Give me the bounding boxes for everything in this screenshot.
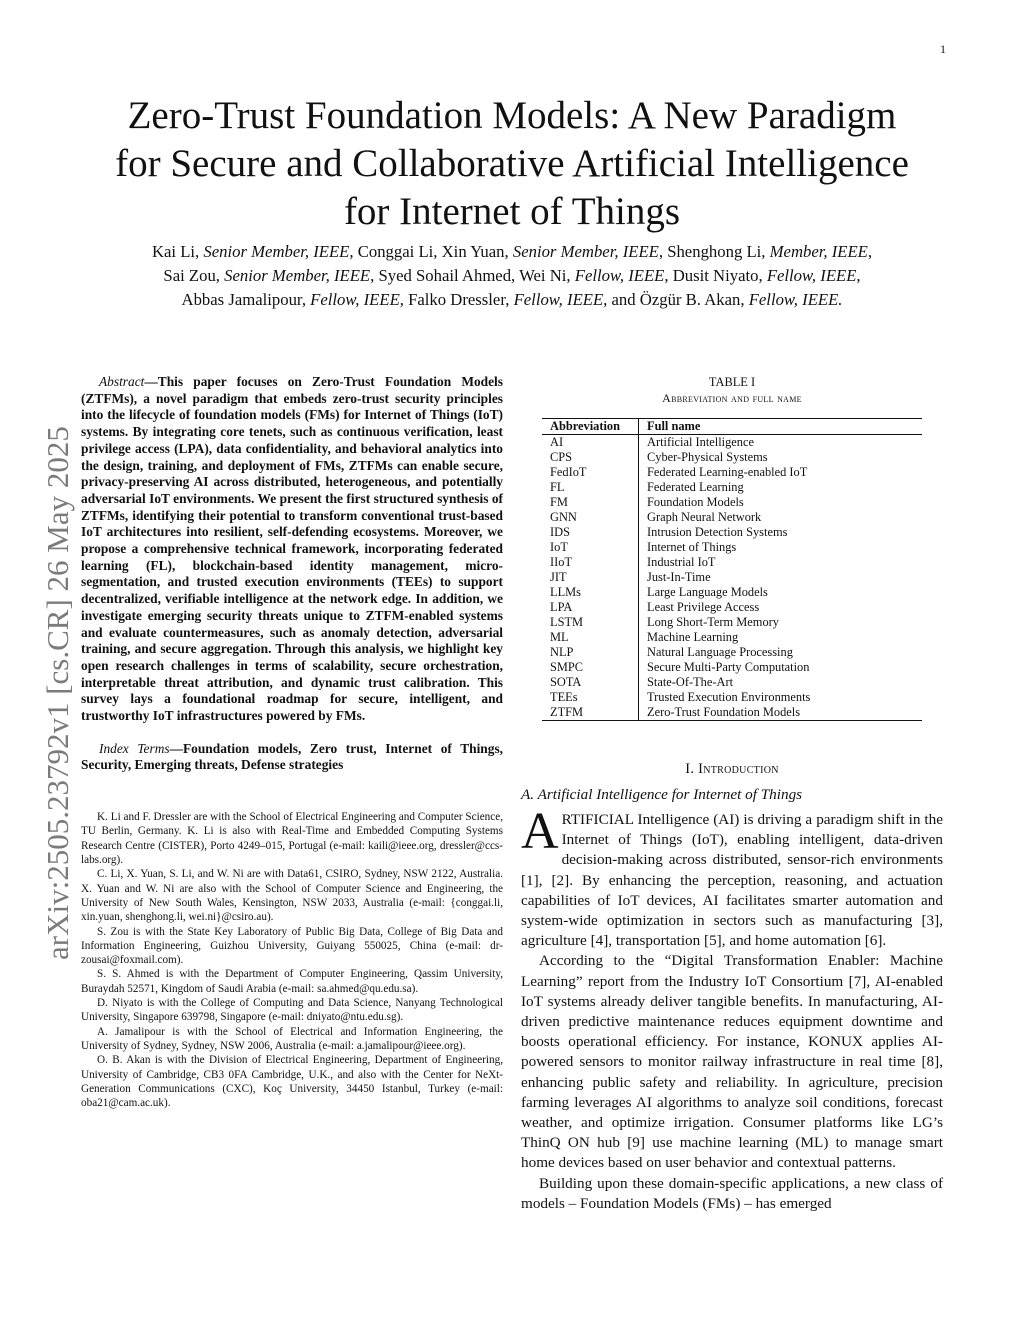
abbreviation-table [542,418,922,721]
author-name: , [856,266,861,285]
section-heading [521,761,943,778]
full-name-cell: Industrial IoT [647,555,716,569]
abbreviation-cell: JIT [542,570,639,585]
title-line: Zero-Trust Foundation Models: A New Paradigm [127,94,897,137]
abbreviation-cell: IDS [542,525,639,540]
abbreviation-cell: FL [542,480,639,495]
author-name: , [867,242,873,261]
abstract [81,374,503,725]
table-body [542,435,922,721]
intro-paragraph: According to the “Digital Transformation Enabler: Machine Learning” report from the Industry IoT Consortium [7], AI-enabled IoT systems already deliver tangible benefits. In manufacturing, AI-driven predictive maintenance reduces equipment downtime and boosts operational efficiency. For instance, KONUX applies AI-powered sensors to monitor railway infrastructure in real time [8], enhancing public safety and reliability. In agriculture, precision farming leverages AI algorithms to analyze soil conditions, forecast weather, and optimize irrigation. Consumer platforms like LG’s ThinQ ON hub [9] use machine learning (ML) to manage smart home devices based on user behavior and contextual patterns. [521,952,943,1172]
abbreviation-cell: SOTA [542,675,639,690]
author-name: , Syed Sohail Ahmed, Wei Ni, [370,266,575,285]
intro-paragraph [521,803,943,951]
author-role: Fellow, IEEE [574,266,665,285]
table-row [542,585,922,600]
right-column [521,374,943,1214]
abbreviation-cell: FedIoT [542,465,639,480]
author-role: Senior Member, IEEE [203,242,350,261]
footnote: S. Zou is with the State Key Laboratory of Public Big Data, College of Big Data and Information Engineering, Guizhou University, Guiyang 550025, China (e-mail: dr-zousai@foxmail.com). [81,925,503,967]
table-row [542,615,922,630]
author-line [70,240,954,264]
index-terms-label: Index Terms [99,740,170,756]
paper-title [70,92,954,236]
full-name-cell: Least Privilege Access [647,600,760,614]
affiliation-footnotes [81,810,503,1110]
table-row [542,690,922,705]
abstract-label: Abstract [99,374,145,389]
left-column [81,374,503,1110]
table-row [542,525,922,540]
abbreviation-cell: NLP [542,645,639,660]
full-name-cell: Artificial Intelligence [647,435,754,449]
abbreviation-cell: LSTM [542,615,639,630]
table-row [542,645,922,660]
author-role: Senior Member, IEEE [224,266,371,285]
table-row [542,600,922,615]
section-title: Introduction [698,761,779,777]
footnote: S. S. Ahmed is with the Department of Computer Engineering, Qassim University, Buraydah 52571, Kingdom of Saudi Arabia (e-mail: sa.ahmed@qu.edu.sa). [81,968,503,995]
table-row [542,495,922,510]
drop-cap: A [521,803,559,860]
abbreviation-cell: LPA [542,600,639,615]
table-row [542,435,922,451]
author-role: Member, IEEE [769,242,868,261]
author-line [70,288,954,312]
table-row [542,570,922,585]
full-name-cell: Cyber-Physical Systems [647,450,768,464]
author-role: Fellow, IEEE [766,266,857,285]
arxiv-identifier[interactable]: arXiv:2505.23792v1 [cs.CR] 26 May 2025 [40,426,75,960]
table-row [542,540,922,555]
page-number: 1 [940,42,946,56]
intro-paragraph: Building upon these domain-specific applications, a new class of models – Foundation Models (FMs) – has emerged [521,1174,943,1212]
full-name-cell: Graph Neural Network [647,510,762,524]
column-header: Abbreviation [542,419,639,435]
full-name-cell: Zero-Trust Foundation Models [647,705,801,719]
full-name-cell: Internet of Things [647,540,737,554]
title-line: for Secure and Collaborative Artificial Intelligence [115,142,909,185]
full-name-cell: Intrusion Detection Systems [647,525,788,539]
section-number: I. [685,761,695,777]
author-name: Abbas Jamalipour, [181,290,311,309]
full-name-cell: Long Short-Term Memory [647,615,779,629]
subsection-heading: A. Artificial Intelligence for Internet of Things [521,786,803,803]
author-line [70,264,954,288]
abbreviation-cell: IoT [542,540,639,555]
full-name-cell: Machine Learning [647,630,739,644]
table-row [542,630,922,645]
author-role: Fellow, IEEE. [748,290,843,309]
full-name-cell: Just-In-Time [647,570,711,584]
table-row [542,660,922,675]
author-name: Kai Li, [151,242,204,261]
table-header-row [542,419,922,435]
footnote: C. Li, X. Yuan, S. Li, and W. Ni are with Data61, CSIRO, Sydney, NSW 2122, Australia. X. Yuan and W. Ni are also with the School of Computer Science and Engineering, the University of New South Wales, Kensington, NSW 2033, Australia (e-mail: {conggai.li, xin.yuan, shenghong.li, wei.ni}@csiro.au). [81,868,503,924]
footnote: K. Li and F. Dressler are with the School of Electrical Engineering and Computer Science, TU Berlin, Germany. K. Li is also with Real-Time and Embedded Computing Systems Research Centre (CISTER), Porto 4249–015, Portugal (e-mail: kaili@ieee.org, dressler@ccs-labs.org). [81,811,503,867]
abbreviation-cell: AI [542,435,639,451]
abbreviation-cell: ZTFM [542,705,639,721]
table-row [542,705,922,721]
abbreviation-cell: CPS [542,450,639,465]
table-row [542,465,922,480]
author-role: Fellow, IEEE [513,290,604,309]
author-name: , Falko Dressler, [399,290,514,309]
table-row [542,480,922,495]
table-row [542,450,922,465]
table-row [542,555,922,570]
abbreviation-cell: ML [542,630,639,645]
table-label: TABLE I [708,375,756,389]
author-list [70,240,954,312]
column-header: Full name [647,419,701,433]
author-name: , Dusit Niyato, [664,266,767,285]
footnote: D. Niyato is with the College of Computing and Data Science, Nanyang Technological University, Singapore 639798, Singapore (e-mail: dniyato@ntu.edu.sg). [81,997,503,1024]
author-name: , Shenghong Li, [658,242,770,261]
full-name-cell: Trusted Execution Environments [647,690,811,704]
abbreviation-cell: TEEs [542,690,639,705]
author-role: Senior Member, IEEE [512,242,659,261]
table-caption: Abbreviation and full name [662,391,802,405]
author-role: Fellow, IEEE [310,290,400,309]
author-name: , and Özgür B. Akan, [603,290,749,309]
footnote: O. B. Akan is with the Division of Electrical Engineering, Department of Engineering, University of Cambridge, CB3 0FA Cambridge, U.K., and also with the Center for NeXt-Generation Communications (CXC), Koç University, 34450 Istanbul, Turkey (e-mail: oba21@cam.ac.uk). [81,1054,503,1110]
author-name: Sai Zou, [163,266,225,285]
table-row [542,510,922,525]
index-terms [81,741,503,774]
author-name: , Conggai Li, Xin Yuan, [349,242,513,261]
full-name-cell: Federated Learning [647,480,744,494]
title-line: for Internet of Things [343,190,681,233]
abbreviation-cell: SMPC [542,660,639,675]
full-name-cell: Foundation Models [647,495,744,509]
full-name-cell: Secure Multi-Party Computation [647,660,810,674]
abbreviation-cell: LLMs [542,585,639,600]
abbreviation-cell: GNN [542,510,639,525]
table-row [542,675,922,690]
full-name-cell: Natural Language Processing [647,645,793,659]
abbreviation-cell: IIoT [542,555,639,570]
abstract-text: —This paper focuses on Zero-Trust Foundation Models (ZTFMs), a novel paradigm that embeds zero-trust security principles into the lifecycle of foundation models (FMs) for Internet of Things (IoT) systems. By integrating core tenets, such as continuous verification, least privilege access (LPA), data confidentiality, and behavioral analytics into the design, training, and deployment of FMs, ZTFMs can enable secure, privacy-preserving AI across distributed, heterogeneous, and potentially adversarial IoT environments. We present the first structured synthesis of ZTFMs, identifying their potential to transform conventional trust-based IoT architectures into resilient, self-defending ecosystems. Moreover, we propose a comprehensive technical framework, incorporating federated learning (FL), blockchain-based identity management, micro-segmentation, and trusted execution environments (TEEs) to support decentralized, verifiable intelligence at the network edge. In addition, we investigate emerging security threats unique to ZTFM-enabled systems and evaluate countermeasures, such as anomaly detection, adversarial training, and secure aggregation. Through this analysis, we highlight key open research challenges in terms of scalability, secure orchestration, interpretable threat attribution, and dynamic trust calibration. This survey lays a foundational roadmap for secure, intelligent, and trustworthy IoT infrastructures powered by FMs. [81,374,503,724]
full-name-cell: Federated Learning-enabled IoT [647,465,808,479]
full-name-cell: Large Language Models [647,585,768,599]
paragraph-text: RTIFICIAL Intelligence (AI) is driving a paradigm shift in the Internet of Things (IoT), enabling intelligent, data-driven decision-making across distributed, sensor-rich environments [1], [2]. By enhancing the perception, reasoning, and actuation capabilities of IoT devices, AI facilitates smarter automation and system-wide optimization in sectors such as manufacturing [3], agriculture [4], transportation [5], and home automation [6]. [521,811,943,950]
index-terms-text: —Foundation models, Zero trust, Internet of Things, Security, Emerging threats, Defense strategies [81,740,504,773]
abbreviation-cell: FM [542,495,639,510]
footnote: A. Jamalipour is with the School of Electrical and Information Engineering, the University of Sydney, Sydney, NSW 2006, Australia (e-mail: a.jamalipour@ieee.org). [81,1025,503,1052]
full-name-cell: State-Of-The-Art [647,675,734,689]
